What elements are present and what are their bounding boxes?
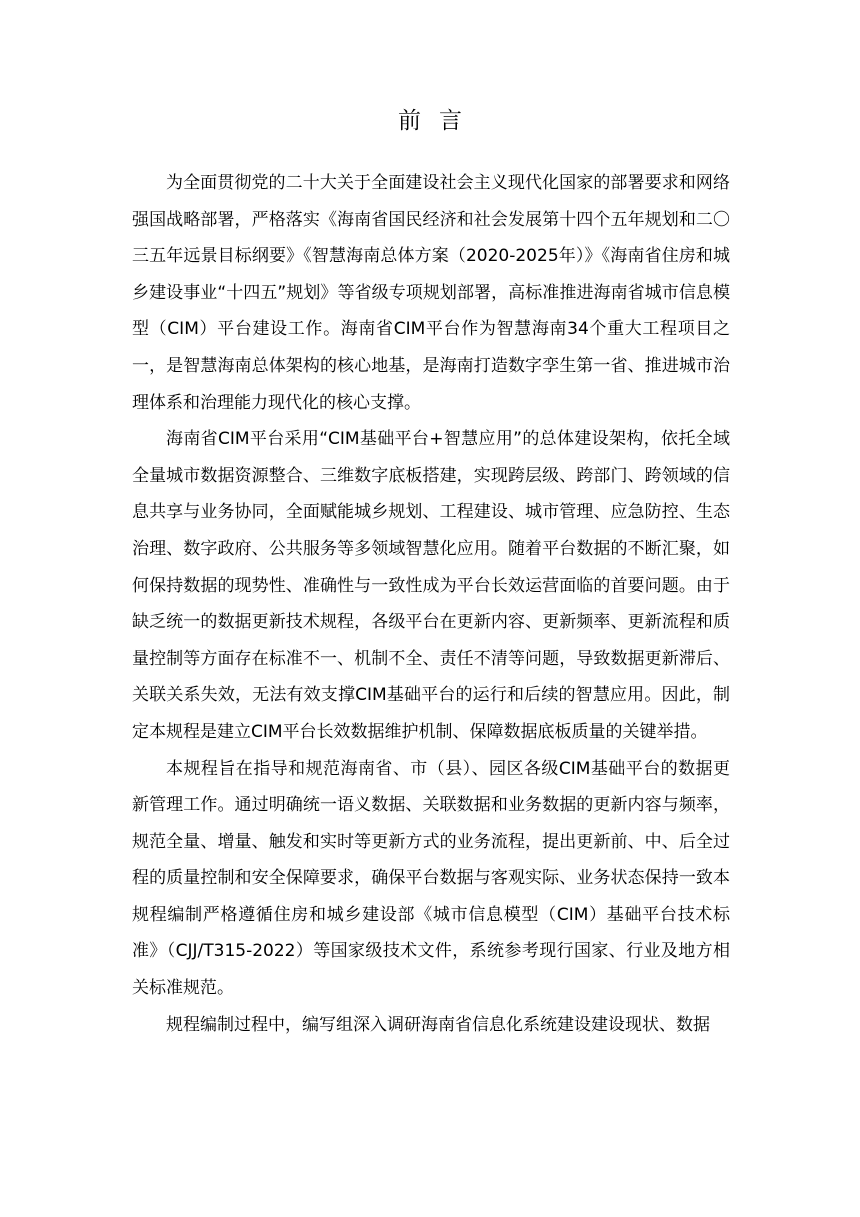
paragraph: 为全面贯彻党的二十大关于全面建设社会主义现代化国家的部署要求和网络强国战略部署，严格落实《海南省国民经济和社会发展第十四个五年规划和二〇三五年远景目标纲要》《智慧海南总体方案（2020-2025年）》《海南省住房和城乡建设事业“十四五”规划》等省级专项规划部署，高标准推进海南省城市信息模型（CIM）平台建设工作。海南省CIM平台作为智慧海南34个重大工程项目之一，是智慧海南总体架构的核心地基，是海南打造数字孪生第一省、推进城市治理体系和治理能力现代化的核心支撑。 xyxy=(132,173,730,413)
paragraph: 海南省CIM平台采用“CIM基础平台+智慧应用”的总体建设架构，依托全域全量城市数据资源整合、三维数字底板搭建，实现跨层级、跨部门、跨领域的信息共享与业务协同，全面赋能城乡规划、工程建设、城市管理、应急防控、生态治理、数字政府、公共服务等多领域智慧化应用。随着平台数据的不断汇聚，如何保持数据的现势性、准确性与一致性成为平台长效运营面临的首要问题。由于缺乏统一的数据更新技术规程，各级平台在更新内容、更新频率、更新流程和质量控制等方面存在标准不一、机制不全、责任不清等问题，导致数据更新滞后、关联关系失效，无法有效支撑CIM基础平台的运行和后续的智慧应用。因此，制定本规程是建立CIM平台长效数据维护机制、保障数据底板质量的关键举措。 xyxy=(132,429,730,742)
page-title: 前言 xyxy=(398,108,480,134)
paragraph: 规程编制过程中，编写组深入调研海南省信息化系统建设建设现状、数据 xyxy=(166,1014,710,1035)
document-body xyxy=(132,165,730,1043)
paragraph: 本规程旨在指导和规范海南省、市（县）、园区各级CIM基础平台的数据更新管理工作。通过明确统一语义数据、关联数据和业务数据的更新内容与频率，规范全量、增量、触发和实时等更新方式的业务流程，提出更新前、中、后全过程的质量控制和安全保障要求，确保平台数据与客观实际、业务状态保持一致本规程编制严格遵循住房和城乡建设部《城市信息模型（CIM）基础平台技术标准》（CJJ/T315-2022）等国家级技术文件，系统参考现行国家、行业及地方相关标准规范。 xyxy=(132,758,730,999)
